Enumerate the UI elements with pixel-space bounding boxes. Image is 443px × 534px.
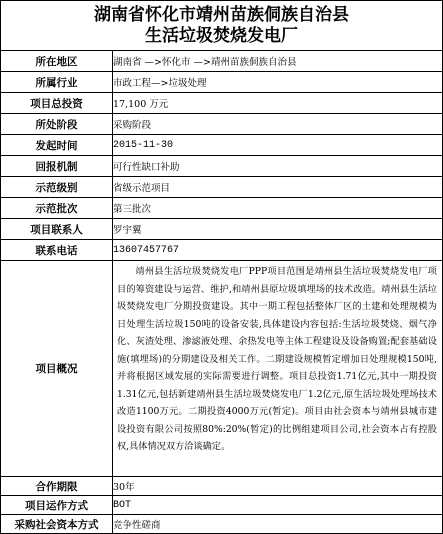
label-project-overview: 项目概况 bbox=[1, 261, 113, 477]
title-line-2: 生活垃圾焚烧发电厂 bbox=[145, 26, 298, 46]
row-contact-phone bbox=[1, 240, 443, 261]
value-return-mechanism: 可行性缺口补助 bbox=[113, 156, 443, 177]
row-demo-level bbox=[1, 177, 443, 198]
row-cooperation-term bbox=[1, 477, 443, 496]
label-return-mechanism: 回报机制 bbox=[1, 156, 113, 177]
label-procurement-method: 采购社会资本方式 bbox=[1, 515, 113, 534]
project-overview-text: 靖州县生活垃圾焚烧发电厂PPP项目范围是靖州县生活垃圾焚烧发电厂项目的筹资建设与运营、维护,和靖州县原垃圾填埋场的技术改造。靖州县生活垃圾焚烧发电厂分期投资建设。其中一期工程包括整体厂区的土建和处理规模为日处理生活垃圾150吨的设备安装,具体建设内容包括:生活垃圾焚烧、烟气净化、灰渣处理、渗滤液处理、余热发电等主体工程建设及设备购置;配套基础设施(填埋场)的分期建设及相关工作。二期建设规模暂定增加日处理规模150吨,并将根据区域发展的实际需要进行调整。项目总投资1.71亿元,其中一期投资1.31亿元,包括新建靖州县生活垃圾焚烧发电厂1.2亿元,原生活垃圾处理场技术改造1100万元。二期投资4000万元(暂定)。项目由社会资本与靖州县城市建设投资有限公司按照80%:20%(暂定)的比例组建项目公司,社会资本占有控股权,具体情况双方洽谈确定。 bbox=[117, 266, 437, 452]
label-launch-date: 发起时间 bbox=[1, 135, 113, 156]
row-contact-person bbox=[1, 219, 443, 240]
project-info-table bbox=[0, 50, 443, 534]
row-total-investment bbox=[1, 93, 443, 114]
row-procurement-method bbox=[1, 515, 443, 534]
row-demo-batch bbox=[1, 198, 443, 219]
value-demo-batch: 第三批次 bbox=[113, 198, 443, 219]
label-demo-level: 示范级别 bbox=[1, 177, 113, 198]
label-contact-person: 项目联系人 bbox=[1, 219, 113, 240]
row-launch-date bbox=[1, 135, 443, 156]
value-launch-date: 2015-11-30 bbox=[113, 135, 443, 156]
label-operation-mode: 项目运作方式 bbox=[1, 496, 113, 515]
label-contact-phone: 联系电话 bbox=[1, 240, 113, 261]
row-operation-mode bbox=[1, 496, 443, 515]
row-industry bbox=[1, 72, 443, 93]
title-line-1: 湖南省怀化市靖州苗族侗族自治县 bbox=[94, 5, 349, 25]
value-industry: 市政工程—>垃圾处理 bbox=[113, 72, 443, 93]
value-procurement-method: 竞争性磋商 bbox=[113, 515, 443, 534]
value-cooperation-term: 30年 bbox=[113, 477, 443, 496]
row-project-overview bbox=[1, 261, 443, 477]
value-contact-phone: 13607457767 bbox=[113, 240, 443, 261]
row-region bbox=[1, 51, 443, 72]
value-total-investment: 17,100 万元 bbox=[113, 93, 443, 114]
value-demo-level: 省级示范项目 bbox=[113, 177, 443, 198]
label-total-investment: 项目总投资 bbox=[1, 93, 113, 114]
label-demo-batch: 示范批次 bbox=[1, 198, 113, 219]
value-stage: 采购阶段 bbox=[113, 114, 443, 135]
label-industry: 所属行业 bbox=[1, 72, 113, 93]
label-stage: 所处阶段 bbox=[1, 114, 113, 135]
label-region: 所在地区 bbox=[1, 51, 113, 72]
value-region: 湖南省 —>怀化市 —>靖州苗族侗族自治县 bbox=[113, 51, 443, 72]
value-operation-mode: BOT bbox=[113, 496, 443, 515]
label-cooperation-term: 合作期限 bbox=[1, 477, 113, 496]
row-stage bbox=[1, 114, 443, 135]
value-contact-person: 罗宇翼 bbox=[113, 219, 443, 240]
document-title bbox=[0, 0, 443, 50]
value-project-overview bbox=[113, 261, 443, 477]
row-return-mechanism bbox=[1, 156, 443, 177]
